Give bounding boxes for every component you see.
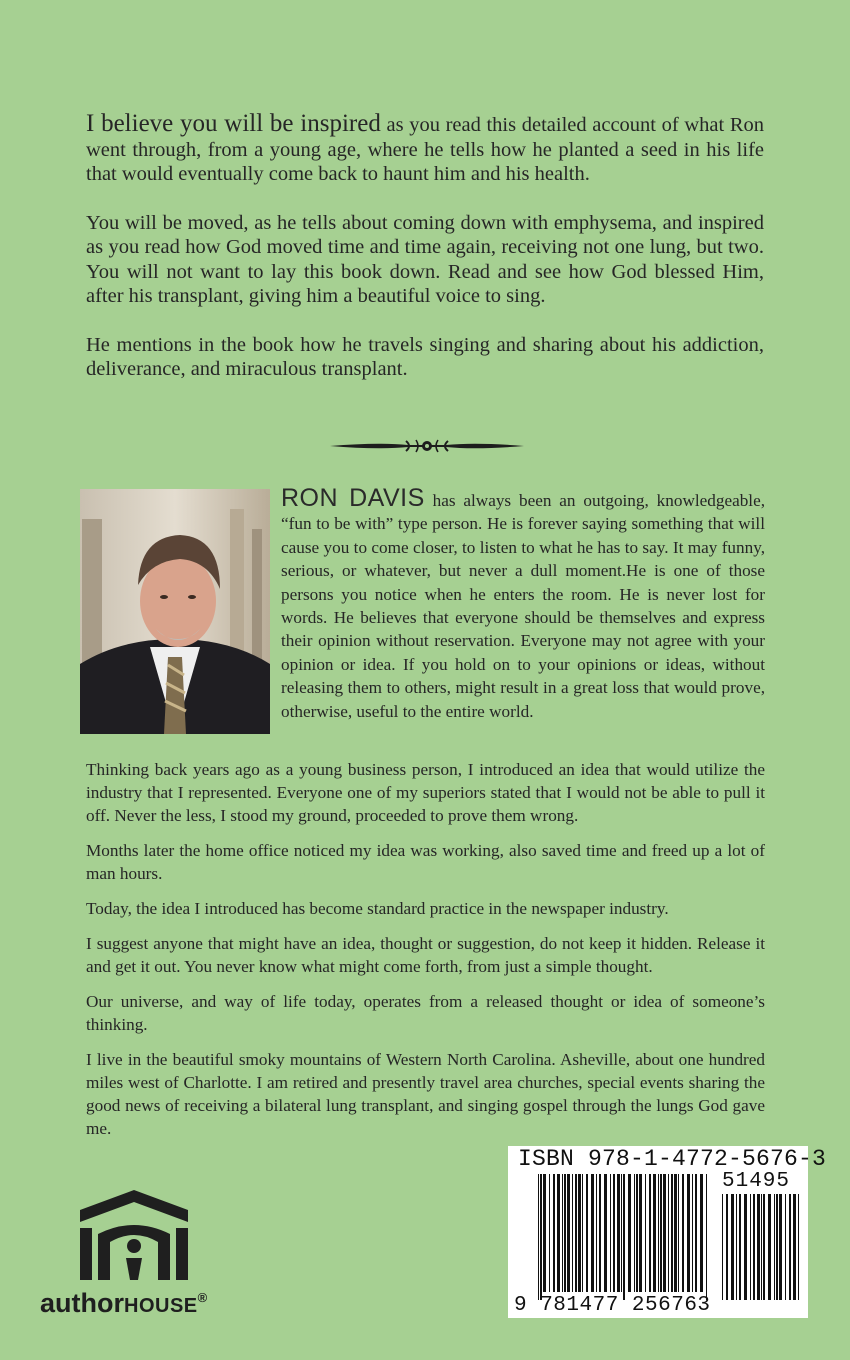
barcode-bar xyxy=(692,1174,693,1292)
barcode-bar xyxy=(776,1194,778,1300)
barcode-bar xyxy=(687,1174,690,1292)
barcode-bar xyxy=(739,1194,741,1300)
isbn-barcode xyxy=(508,1146,827,1318)
barcode-bar xyxy=(761,1194,762,1300)
barcode-bar xyxy=(582,1174,583,1292)
barcode-bar xyxy=(567,1174,570,1292)
barcode-bar xyxy=(572,1174,573,1292)
barcode-bar xyxy=(586,1174,588,1292)
barcode-bar xyxy=(674,1174,677,1292)
barcode-bar xyxy=(789,1194,791,1300)
blurb-p1-text: as you read this detailed account of what Ron went through, from a young age, where he tells how he planted a seed in his life that would eventually come back to haunt him and his health. xyxy=(86,114,764,185)
barcode-bar xyxy=(613,1174,615,1292)
author-bio-intro xyxy=(281,484,765,723)
barcode-bar xyxy=(610,1174,611,1292)
publisher-name xyxy=(40,1288,207,1319)
barcode-bar xyxy=(599,1174,601,1292)
barcode-bar xyxy=(538,1174,539,1300)
barcode-bar xyxy=(596,1174,597,1292)
author-bio-paragraphs xyxy=(86,758,765,1152)
barcode-bar xyxy=(660,1174,662,1292)
barcode-bar xyxy=(744,1194,747,1300)
barcode-bar xyxy=(645,1174,646,1292)
barcode-bar xyxy=(578,1174,581,1292)
barcode-bar xyxy=(695,1174,697,1292)
flourish-divider-icon xyxy=(328,436,526,456)
publisher-name-part1: author xyxy=(40,1288,124,1318)
bio-paragraph: Today, the idea I introduced has become standard practice in the newspaper industry. xyxy=(86,899,669,918)
barcode-bar xyxy=(779,1194,782,1300)
barcode-bar xyxy=(636,1174,638,1292)
barcode-bars-addon xyxy=(722,1194,800,1300)
barcode-bar xyxy=(793,1194,796,1300)
blurb-lead: I believe you will be inspired xyxy=(86,110,381,137)
barcode-bar xyxy=(575,1174,577,1292)
barcode-bar xyxy=(623,1174,625,1300)
barcode-bar xyxy=(617,1174,620,1292)
barcode-bar xyxy=(540,1174,542,1300)
barcode-digits: 9 781477 256763 xyxy=(514,1294,711,1317)
barcode-bar xyxy=(663,1174,666,1292)
barcode-bar xyxy=(557,1174,560,1292)
blurb-paragraph-3: He mentions in the book how he travels singing and sharing about his addiction, deliverance, and miraculous transplant. xyxy=(86,333,764,380)
barcode-bar xyxy=(621,1174,622,1292)
barcode-bar xyxy=(763,1194,765,1300)
bio-paragraph: Months later the home office noticed my idea was working, also saved time and freed up a lot of man hours. xyxy=(86,841,765,883)
blurb-paragraph-2: You will be moved, as he tells about coming down with emphysema, and inspired as you read how God moved time and time again, receiving not one lung, but two. You will not want to lay this book down. Read and see how God blessed Him, after his transplant, giving him a beautiful voice to sing. xyxy=(86,211,764,307)
barcode-bar xyxy=(658,1174,659,1292)
barcode-bar xyxy=(798,1194,799,1300)
barcode-bar xyxy=(757,1194,760,1300)
barcode-bar xyxy=(562,1174,563,1292)
barcode-bar xyxy=(564,1174,566,1292)
barcode-bar xyxy=(768,1194,771,1300)
barcode-bar xyxy=(753,1194,755,1300)
barcode-bar xyxy=(731,1194,734,1300)
author-bio-intro-text: has always been an outgoing, knowledgeable, “fun to be with” type person. He is forever saying something that will cause you to come closer, to listen to what he has to say. It may funny, serious, or whatever, but never a dull moment.He is one of those persons you notice when he enters the room. He is never lost for words. He believes that everyone should be themselves and express their opinion without reservation. Everyone may not agree with your opinion or idea. If you hold on to your opinions or ideas, without releasing them to others, might result in a great loss that would prove, otherwise, useful to the entire world. xyxy=(281,491,765,721)
bio-paragraph: I live in the beautiful smoky mountains of Western North Carolina. Asheville, about one hundred miles west of Charlotte. I am retired and presently travel area churches, special events sharing the good news of receiving a bilateral lung transplant, and singing gospel through the lungs God gave me. xyxy=(86,1050,765,1138)
barcode-bar xyxy=(649,1174,651,1292)
barcode-bars-main xyxy=(538,1174,708,1300)
barcode-bar xyxy=(668,1174,669,1292)
bio-paragraph: Our universe, and way of life today, operates from a released thought or idea of someone’s thinking. xyxy=(86,992,765,1034)
barcode-bar xyxy=(543,1174,546,1292)
authorhouse-logo-icon xyxy=(74,1188,194,1284)
barcode-bar xyxy=(774,1194,775,1300)
barcode-bar xyxy=(549,1174,550,1292)
barcode-bar xyxy=(553,1174,555,1292)
barcode-bar xyxy=(634,1174,635,1292)
barcode-bar xyxy=(706,1174,707,1300)
publisher-name-part2: HOUSE xyxy=(124,1295,198,1317)
barcode-bar xyxy=(736,1194,737,1300)
barcode-bar xyxy=(750,1194,751,1300)
barcode-bar xyxy=(722,1194,723,1300)
author-photo xyxy=(80,489,270,734)
isbn-label: ISBN 978-1-4772-5676-3 xyxy=(518,1146,827,1172)
barcode-bar xyxy=(678,1174,679,1292)
barcode-bar xyxy=(785,1194,786,1300)
barcode-bar xyxy=(653,1174,656,1292)
price-code: 51495 xyxy=(722,1170,791,1193)
barcode-bar xyxy=(682,1174,684,1292)
barcode-bar xyxy=(628,1174,631,1292)
author-name: RON DAVIS xyxy=(281,484,425,512)
bio-paragraph: Thinking back years ago as a young business person, I introduced an idea that would utilize the industry that I represented. Everyone one of my superiors stated that I would not be able to pull it off. Never the less, I stood my ground, proceeded to prove them wrong. xyxy=(86,760,765,825)
blurb-paragraph-1 xyxy=(86,112,764,187)
barcode-bar xyxy=(604,1174,607,1292)
back-cover-blurb xyxy=(86,112,764,406)
bio-paragraph: I suggest anyone that might have an idea, thought or suggestion, do not keep it hidden. Release it and get it out. You never know what might come forth, from just a simple thought. xyxy=(86,934,765,976)
barcode-bar xyxy=(639,1174,642,1292)
barcode-bar xyxy=(700,1174,703,1292)
barcode-bar xyxy=(726,1194,728,1300)
barcode-bar xyxy=(591,1174,594,1292)
registered-mark: ® xyxy=(197,1290,208,1305)
barcode-bar xyxy=(671,1174,673,1292)
